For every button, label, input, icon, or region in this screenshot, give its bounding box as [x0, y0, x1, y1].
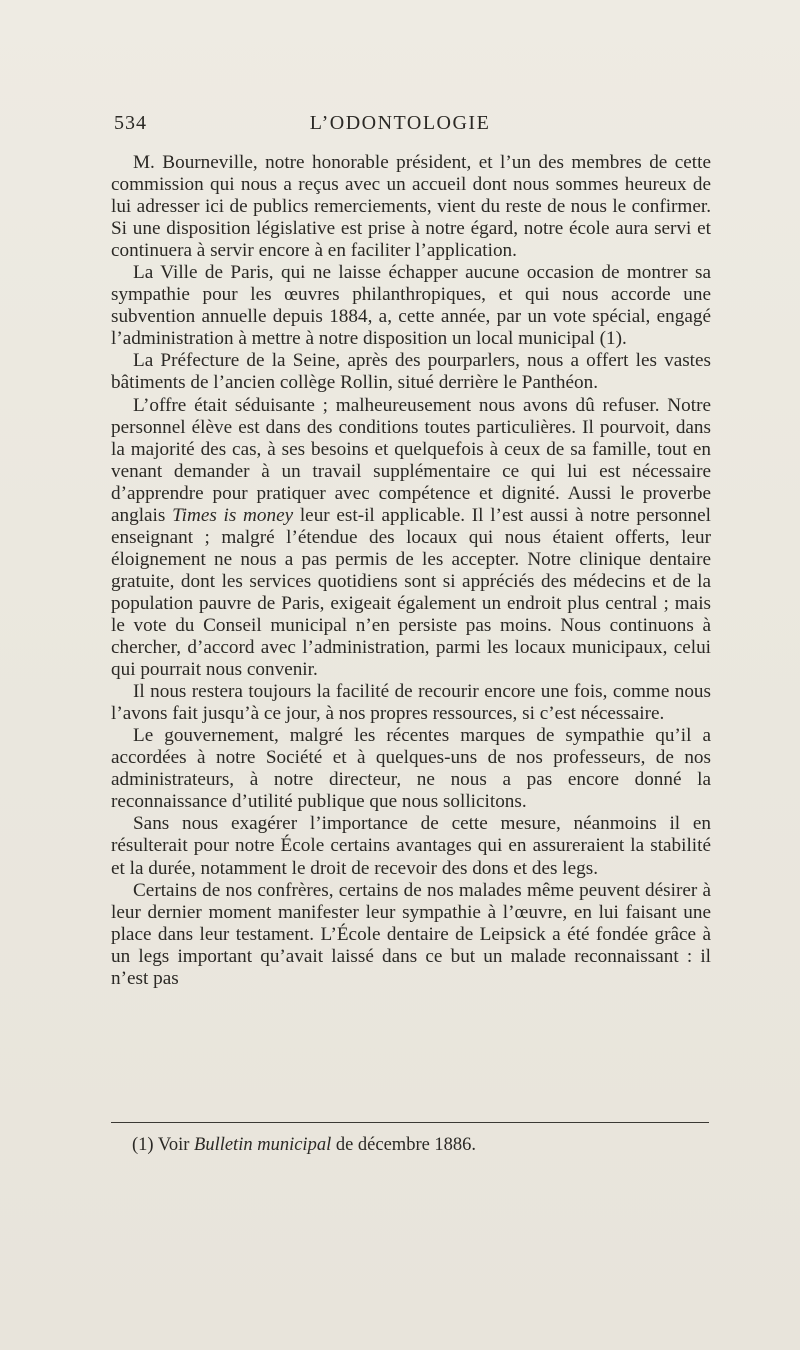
paragraph-2: La Ville de Paris, qui ne laisse échapper aucune occasion de montrer sa sympathie pour les œuvres philanthropiques, et qui nous accorde une subvention annuelle depuis 1884, a, cette année, par un vote spécial, engagé l’administration à mettre à notre disposition un local municipal (1). [111, 262, 711, 350]
paragraph-8: Certains de nos confrères, certains de nos malades même peuvent désirer à leur dernier moment manifester leur sympathie à l’œuvre, en lui faisant une place dans leur testament. L’École dentaire de Leipsick a été fondée grâce à un legs important qu’avait laissé dans ce but un malade reconnaissant : il n’est pas [111, 879, 711, 989]
footnote-italic-title: Bulletin municipal [194, 1135, 332, 1155]
footnote-marker: (1) Voir [132, 1135, 195, 1155]
paragraph-1: M. Bourneville, notre honorable président, et l’un des membres de cette commission qui nous a reçus avec un accueil dont nous sommes heureux de lui adresser ici de publics remerciements, vient du reste de nous le confirmer. Si une disposition législative est prise à notre égard, notre école aura servi et continuera à servir encore à en faciliter l’application. [111, 152, 711, 262]
body-text [111, 152, 711, 990]
running-title: L’ODONTOLOGIE [309, 112, 491, 134]
paragraph-7: Sans nous exagérer l’importance de cette mesure, néanmoins il en résulterait pour notre École certains avantages qui en assureraient la stabilité et la durée, notamment le droit de recevoir des dons et des legs. [111, 813, 711, 879]
paragraph-4-text-before: L’offre était séduisante ; malheureusement nous avons dû refuser. Notre personnel élève est dans des conditions toutes particulières. Il pourvoit, dans la majorité des cas, à ses besoins et quelquefois à ceux de sa famille, tout en venant demander à un travail supplémentaire ce qui lui est nécessaire d’apprendre pour pratiquer avec compétence et dignité. Aussi le proverbe anglais [111, 394, 711, 526]
footnote-text-after: de décembre 1886. [331, 1135, 477, 1155]
footnote-divider [111, 1122, 709, 1123]
paragraph-4-italic-phrase: Times is money [172, 504, 294, 526]
paragraph-6: Le gouvernement, malgré les récentes marques de sympathie qu’il a accordées à notre Société et à quelques-uns de nos professeurs, de nos administrateurs, à notre directeur, ne nous a pas encore donné la reconnaissance d’utilité publique que nous sollicitons. [111, 725, 711, 813]
paragraph-3: La Préfecture de la Seine, après des pourparlers, nous a offert les vastes bâtiments de l’ancien collège Rollin, situé derrière le Panthéon. [111, 350, 711, 394]
paragraph-5: Il nous restera toujours la facilité de recourir encore une fois, comme nous l’avons fait jusqu’à ce jour, à nos propres ressources, si c’est nécessaire. [111, 681, 711, 725]
page-number: 534 [114, 112, 147, 134]
paragraph-4 [111, 395, 711, 682]
footnote [132, 1134, 476, 1156]
paragraph-4-text-after: leur est-il applicable. Il l’est aussi à notre personnel enseignant ; malgré l’étendue des locaux qui nous étaient offerts, leur éloignement ne nous a pas permis de les accepter. Notre clinique dentaire gratuite, dont les services quotidiens sont si appréciés des médecins et de la population pauvre de Paris, exigeait également un endroit plus central ; mais le vote du Conseil municipal n’en persiste pas moins. Nous continuons à chercher, d’accord avec l’administration, parmi les locaux municipaux, celui qui pourrait nous convenir. [111, 504, 711, 681]
